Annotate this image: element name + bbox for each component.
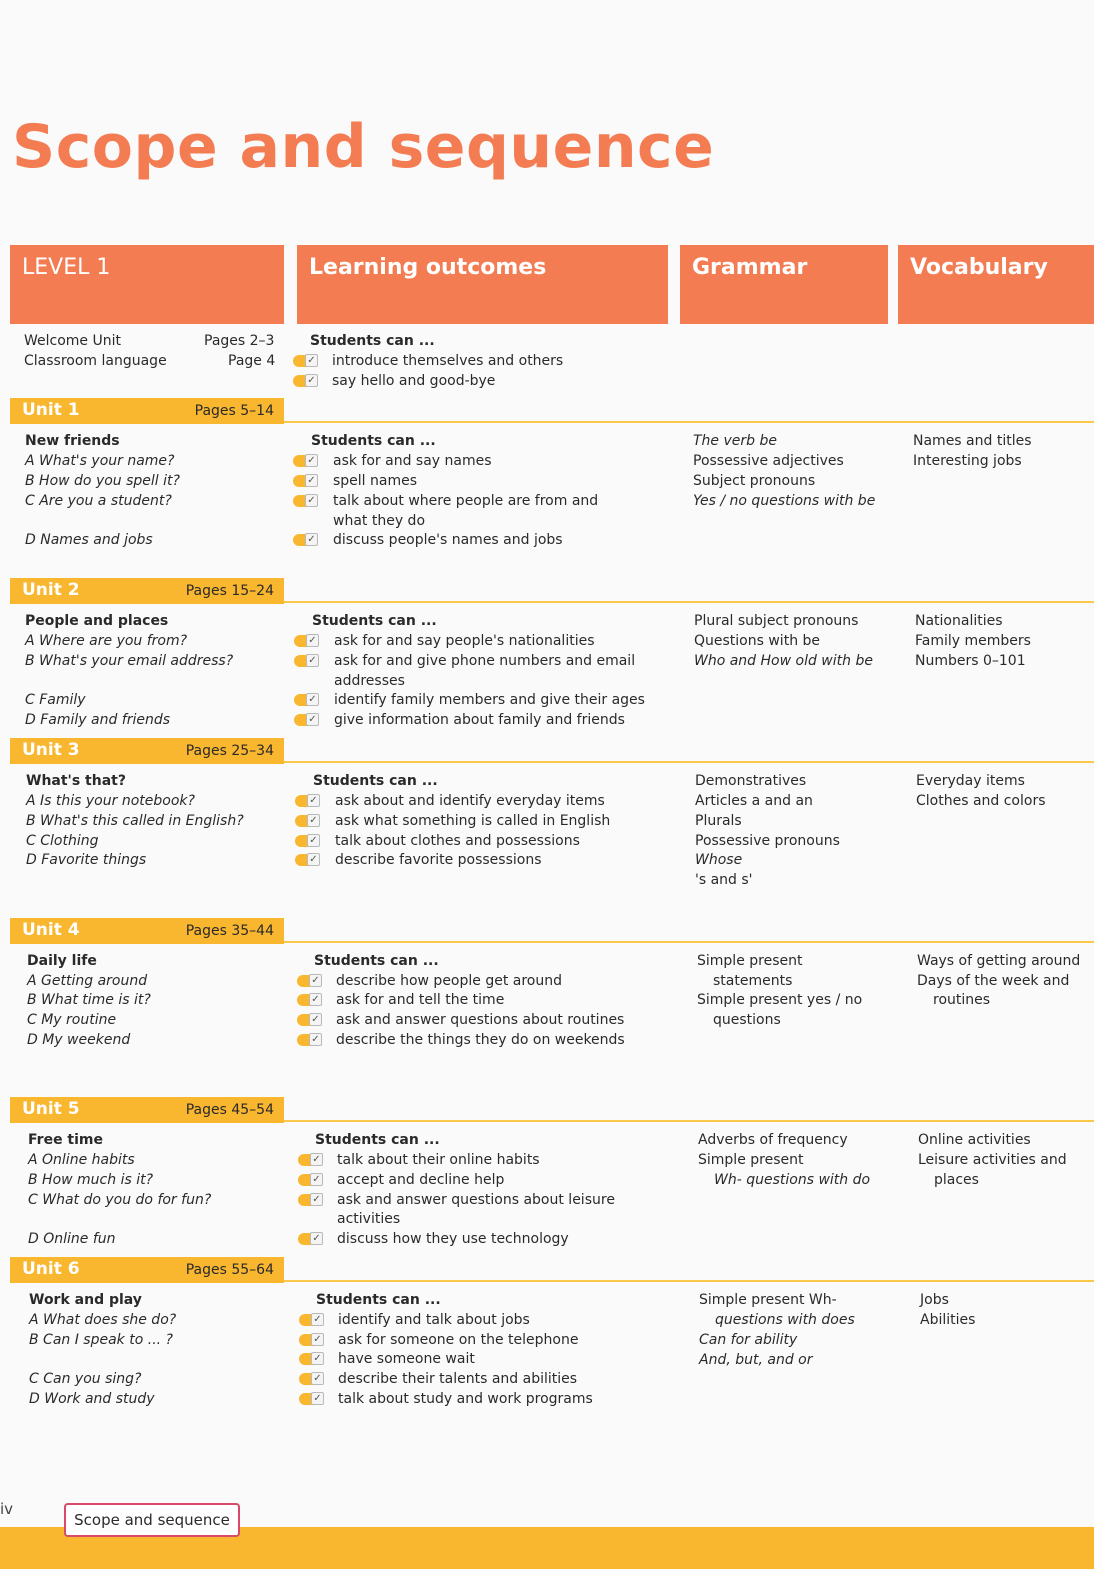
check-icon: ✓	[294, 654, 322, 668]
grammar-item: And, but, and or	[699, 1352, 813, 1368]
learning-outcomes-header: Learning outcomes	[297, 245, 668, 324]
grammar-item: Can for ability	[699, 1332, 798, 1348]
outcome-item: ask for and say names	[333, 453, 492, 469]
outcome-item: discuss how they use technology	[337, 1231, 569, 1247]
outcome-item: describe favorite possessions	[335, 852, 542, 868]
outcome-item: ask for and give phone numbers and email	[334, 653, 636, 669]
students-can-label: Students can ...	[316, 1292, 441, 1308]
footer-label: Scope and sequence	[64, 1503, 240, 1537]
page-number: iv	[0, 1500, 14, 1518]
grammar-item: Simple present yes / no	[697, 992, 863, 1008]
vocabulary-item: Nationalities	[915, 613, 1003, 629]
vocabulary-item: Jobs	[920, 1292, 949, 1308]
vocabulary-item: Leisure activities and	[918, 1152, 1067, 1168]
classroom-language-title: Classroom language	[24, 353, 167, 369]
unit-name: Unit 2	[22, 580, 80, 600]
check-icon: ✓	[297, 1033, 325, 1047]
vocabulary-item: Days of the week and	[917, 973, 1070, 989]
vocabulary-item: Everyday items	[916, 773, 1025, 789]
lesson-item: C What do you do for fun?	[28, 1192, 212, 1208]
lesson-item: C My routine	[27, 1012, 117, 1028]
grammar-item: Articles a and an	[695, 793, 813, 809]
outcome-item: ask for someone on the telephone	[338, 1332, 579, 1348]
grammar-item: 's and s'	[695, 872, 753, 888]
unit-pages: Pages 15–24	[185, 583, 274, 599]
lesson-item: D Online fun	[28, 1231, 116, 1247]
lesson-item: D My weekend	[27, 1032, 131, 1048]
outcome-item-continued: activities	[337, 1211, 401, 1227]
students-can-label: Students can ...	[313, 773, 438, 789]
unit-bar	[10, 738, 284, 764]
lesson-item: A Getting around	[27, 973, 148, 989]
grammar-item-continued: questions with does	[715, 1312, 855, 1328]
outcome-item: talk about clothes and possessions	[335, 833, 580, 849]
lesson-item: B How do you spell it?	[25, 473, 180, 489]
vocabulary-item: Clothes and colors	[916, 793, 1046, 809]
outcome-item: ask for and tell the time	[336, 992, 505, 1008]
check-icon: ✓	[297, 974, 325, 988]
unit-pages: Pages 5–14	[194, 403, 274, 419]
check-icon: ✓	[299, 1372, 327, 1386]
vocabulary-item: Ways of getting around	[917, 953, 1081, 969]
level-header: LEVEL 1	[10, 245, 284, 324]
unit-title: New friends	[25, 433, 120, 449]
check-icon: ✓	[293, 474, 321, 488]
outcome-item: ask about and identify everyday items	[335, 793, 605, 809]
outcome-item: talk about where people are from and	[333, 493, 599, 509]
lesson-item: B What time is it?	[27, 992, 151, 1008]
grammar-item: Whose	[695, 852, 743, 868]
grammar-item: Possessive adjectives	[693, 453, 844, 469]
lesson-item: A Where are you from?	[25, 633, 188, 649]
outcome-item-continued: what they do	[333, 513, 426, 529]
vocabulary-item: Names and titles	[913, 433, 1032, 449]
lesson-item: D Family and friends	[25, 712, 171, 728]
check-icon: ✓	[295, 794, 323, 808]
check-icon: ✓	[295, 853, 323, 867]
unit-title: Daily life	[27, 953, 97, 969]
unit-pages: Pages 25–34	[185, 743, 274, 759]
outcome-item: introduce themselves and others	[332, 353, 564, 369]
grammar-header: Grammar	[680, 245, 888, 324]
outcome-item: have someone wait	[338, 1351, 475, 1367]
unit-divider	[284, 1280, 1094, 1282]
check-icon: ✓	[298, 1232, 326, 1246]
lesson-item: B What's your email address?	[25, 653, 234, 669]
classroom-language-pages: Page 4	[228, 353, 276, 369]
unit-name: Unit 1	[22, 400, 80, 420]
grammar-item: Plurals	[695, 813, 742, 829]
check-icon: ✓	[294, 634, 322, 648]
check-icon: ✓	[298, 1153, 326, 1167]
check-icon: ✓	[297, 1013, 325, 1027]
lesson-item: B What's this called in English?	[26, 813, 244, 829]
outcome-item: describe the things they do on weekends	[336, 1032, 625, 1048]
unit-bar	[10, 1257, 284, 1283]
check-icon: ✓	[294, 693, 322, 707]
lesson-item: B Can I speak to ... ?	[29, 1332, 173, 1348]
vocabulary-item: Interesting jobs	[913, 453, 1022, 469]
vocabulary-item: Online activities	[918, 1132, 1031, 1148]
check-icon: ✓	[299, 1352, 327, 1366]
outcome-item: spell names	[333, 473, 418, 489]
grammar-item-continued: statements	[713, 973, 793, 989]
welcome-unit-title: Welcome Unit	[24, 333, 121, 349]
check-icon: ✓	[298, 1173, 326, 1187]
grammar-item: Simple present	[697, 953, 803, 969]
vocabulary-item: Family members	[915, 633, 1031, 649]
lesson-item: A What does she do?	[29, 1312, 177, 1328]
unit-title: Free time	[28, 1132, 104, 1148]
unit-title: What's that?	[26, 773, 126, 789]
unit-name: Unit 3	[22, 740, 80, 760]
outcome-item: ask and answer questions about leisure	[337, 1192, 615, 1208]
unit-name: Unit 5	[22, 1099, 80, 1119]
unit-name: Unit 4	[22, 920, 80, 940]
check-icon: ✓	[299, 1333, 327, 1347]
grammar-item: Plural subject pronouns	[694, 613, 859, 629]
check-icon: ✓	[293, 374, 321, 388]
outcome-item: ask and answer questions about routines	[336, 1012, 625, 1028]
students-can-label: Students can ...	[314, 953, 439, 969]
unit-divider	[284, 941, 1094, 943]
page-title: Scope and sequence	[12, 112, 715, 182]
grammar-item: Adverbs of frequency	[698, 1132, 848, 1148]
grammar-item: The verb be	[693, 433, 777, 449]
grammar-item: Simple present	[698, 1152, 804, 1168]
outcome-item: accept and decline help	[337, 1172, 505, 1188]
unit-pages: Pages 35–44	[185, 923, 274, 939]
check-icon: ✓	[294, 713, 322, 727]
unit-bar	[10, 918, 284, 944]
outcome-item: identify family members and give their ages	[334, 692, 645, 708]
students-can-label: Students can ...	[315, 1132, 440, 1148]
unit-divider	[284, 421, 1094, 423]
outcome-item: describe their talents and abilities	[338, 1371, 578, 1387]
students-can-label: Students can ...	[310, 333, 435, 349]
lesson-item: D Favorite things	[26, 852, 147, 868]
check-icon: ✓	[298, 1193, 326, 1207]
unit-title: People and places	[25, 613, 169, 629]
grammar-item: Questions with be	[694, 633, 821, 649]
vocabulary-header: Vocabulary	[898, 245, 1094, 324]
grammar-item: Demonstratives	[695, 773, 807, 789]
unit-pages: Pages 55–64	[185, 1262, 274, 1278]
lesson-item: D Names and jobs	[25, 532, 153, 548]
check-icon: ✓	[299, 1313, 327, 1327]
unit-bar	[10, 1097, 284, 1123]
unit-divider	[284, 761, 1094, 763]
outcome-item: discuss people's names and jobs	[333, 532, 563, 548]
check-icon: ✓	[297, 993, 325, 1007]
grammar-item: Simple present Wh-	[699, 1292, 837, 1308]
outcome-item: ask for and say people's nationalities	[334, 633, 595, 649]
unit-pages: Pages 45–54	[185, 1102, 274, 1118]
lesson-item: A Online habits	[28, 1152, 135, 1168]
lesson-item: C Family	[25, 692, 86, 708]
lesson-item: A Is this your notebook?	[26, 793, 195, 809]
grammar-item: Possessive pronouns	[695, 833, 840, 849]
check-icon: ✓	[293, 354, 321, 368]
check-icon: ✓	[293, 494, 321, 508]
check-icon: ✓	[293, 454, 321, 468]
students-can-label: Students can ...	[312, 613, 437, 629]
lesson-item: D Work and study	[29, 1391, 155, 1407]
welcome-unit-pages: Pages 2–3	[204, 333, 275, 349]
vocabulary-item-continued: routines	[933, 992, 991, 1008]
unit-name: Unit 6	[22, 1259, 80, 1279]
outcome-item: talk about their online habits	[337, 1152, 540, 1168]
unit-bar	[10, 398, 284, 424]
lesson-item: C Are you a student?	[25, 493, 172, 509]
lesson-item: A What's your name?	[25, 453, 175, 469]
check-icon: ✓	[299, 1392, 327, 1406]
check-icon: ✓	[293, 533, 321, 547]
lesson-item: B How much is it?	[28, 1172, 154, 1188]
grammar-item: Yes / no questions with be	[693, 493, 876, 509]
check-icon: ✓	[295, 814, 323, 828]
outcome-item: ask what something is called in English	[335, 813, 611, 829]
lesson-item: C Can you sing?	[29, 1371, 142, 1387]
outcome-item: talk about study and work programs	[338, 1391, 593, 1407]
outcome-item: say hello and good-bye	[332, 373, 496, 389]
unit-bar	[10, 578, 284, 604]
grammar-item: Who and How old with be	[694, 653, 873, 669]
unit-title: Work and play	[29, 1292, 142, 1308]
unit-divider	[284, 601, 1094, 603]
grammar-item-continued: questions	[713, 1012, 781, 1028]
vocabulary-item: Numbers 0–101	[915, 653, 1026, 669]
grammar-item-continued: Wh- questions with do	[714, 1172, 871, 1188]
students-can-label: Students can ...	[311, 433, 436, 449]
outcome-item: identify and talk about jobs	[338, 1312, 530, 1328]
unit-divider	[284, 1120, 1094, 1122]
outcome-item: give information about family and friends	[334, 712, 625, 728]
check-icon: ✓	[295, 834, 323, 848]
grammar-item: Subject pronouns	[693, 473, 816, 489]
lesson-item: C Clothing	[26, 833, 99, 849]
outcome-item: describe how people get around	[336, 973, 562, 989]
vocabulary-item-continued: places	[934, 1172, 979, 1188]
vocabulary-item: Abilities	[920, 1312, 976, 1328]
outcome-item-continued: addresses	[334, 673, 405, 689]
